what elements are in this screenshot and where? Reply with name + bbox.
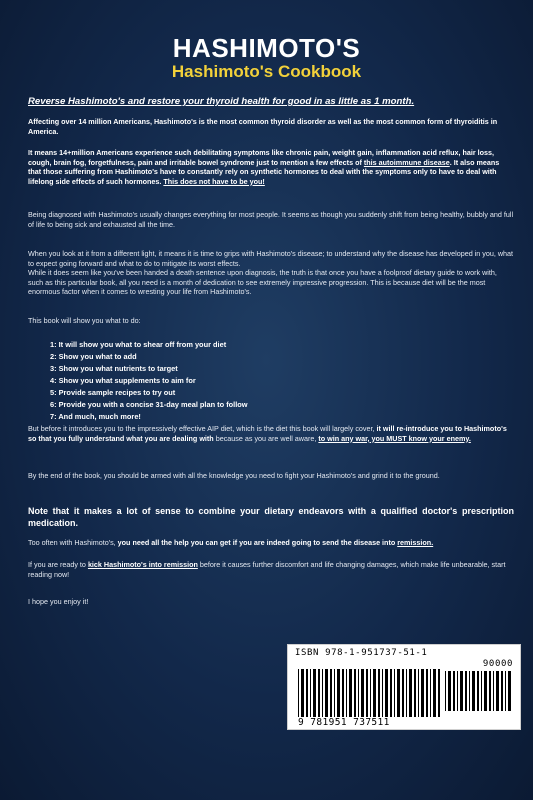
barcode-addon-bars	[445, 671, 511, 711]
lead-headline: Reverse Hashimoto's and restore your thyroid health for good in as little as 1 month.	[28, 96, 415, 107]
isbn-label: ISBN 978-1-951737-51-1	[295, 648, 428, 658]
paragraph-progress: While it does seem like you've been handed a death sentence upon diagnosis, the truth is that once you have a foolproof dietary guide to work with, such as this particular book, all you need is a month of dedication to see extremely impressive progression. This is because diet will be the most enormous factor when it comes to wresting your life from Hashimoto's.	[28, 268, 497, 297]
paragraph-call-to-action: If you are ready to kick Hashimoto's into remission before it causes further discomfort and life changing damages, which make life unbearable, start reading now!	[28, 560, 506, 579]
cover-subtitle: Hashimoto's Cookbook	[171, 62, 362, 81]
paragraph-symptoms: It means 14+million Americans experience such debilitating symptoms like chronic pain, weight gain, inflammation acid reflux, hair loss, cough, brain fog, forgetfulness, pain and irritable bowel syndrome just to mention a few effects of this autoimmune disease. It also means that those suffering from Hashimoto's have to constantly rely on synthetic hormones to deal with the symptoms only to have to deal with lifelong side effects of such hormones. This does not have to be you!	[28, 148, 500, 186]
paragraph-conclusion: By the end of the book, you should be armed with all the knowledge you need to fight your Hashimoto's and grind it to the ground.	[28, 471, 440, 480]
price-code-label: 90000	[482, 659, 513, 669]
paragraph-diagnosis: Being diagnosed with Hashimoto's usually changes everything for most people. It seems as though you suddenly shift from being healthy, bubbly and full of life to being sick and exhausted all the time.	[28, 210, 514, 229]
list-item: 2: Show you what to add	[50, 352, 137, 361]
isbn-barcode	[287, 644, 521, 730]
paragraph-list-intro: This book will show you what to do:	[28, 316, 141, 325]
paragraph-closing: I hope you enjoy it!	[28, 597, 89, 606]
paragraph-aip-diet: But before it introduces you to the impressively effective AIP diet, which is the diet this book will largely cover, it will re-introduce you to Hashimoto's so that you fully understand what you are dealing with because as you are well aware, to win any war, you MUST know your enemy.	[28, 424, 507, 443]
medical-note: Note that it makes a lot of sense to combine your dietary endeavors with a qualified doctor's prescription medication.	[28, 506, 514, 528]
list-item: 6: Provide you with a concise 31-day meal plan to follow	[50, 400, 248, 409]
barcode-main-bars	[298, 669, 442, 717]
list-item: 3: Show you what nutrients to target	[50, 364, 178, 373]
list-item: 4: Show you what supplements to aim for	[50, 376, 196, 385]
list-item: 1: It will show you what to shear off from your diet	[50, 340, 227, 349]
paragraph-intro: Affecting over 14 million Americans, Hashimoto's is the most common thyroid disorder as well as the most common form of thyroiditis in America.	[28, 117, 498, 136]
feature-list	[50, 339, 450, 423]
ean-number: 9 781951 737511	[298, 717, 390, 728]
list-item: 7: And much, much more!	[50, 412, 141, 421]
list-item: 5: Provide sample recipes to try out	[50, 388, 176, 397]
cover-title: HASHIMOTO'S	[172, 33, 361, 63]
paragraph-help: Too often with Hashimoto's, you need all the help you can get if you are indeed going to send the disease into remission.	[28, 538, 434, 547]
paragraph-perspective: When you look at it from a different light, it means it is time to grips with Hashimoto's disease; to understand why the disease has developed in you, what to expect going forward and what to do to mitigate its worst effects.	[28, 249, 514, 268]
